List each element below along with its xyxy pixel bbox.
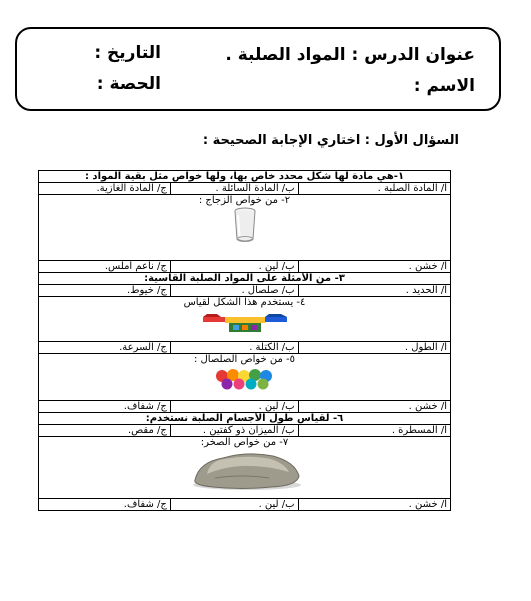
option-c[interactable]: ج/ ناعم أملس. [39,261,171,273]
option-c[interactable]: ج/ خيوط. [39,285,171,297]
options-row [39,401,451,413]
option-a[interactable]: أ/ المادة الصلبة . [298,183,450,195]
glass-cup-image [232,206,258,244]
option-c[interactable]: ج/ السرعة. [39,342,171,354]
option-a[interactable]: أ/ خشن . [298,499,450,511]
question-cell [39,195,451,261]
option-a[interactable]: أ/ الطول . [298,342,450,354]
question-text: ٣- من الأمثلة على المواد الصلبة القاسية: [39,273,451,285]
option-b[interactable]: ب/ لين . [170,261,298,273]
lesson-title [225,45,475,65]
question-row [39,437,451,499]
option-b[interactable]: ب/ لين . [170,401,298,413]
options-row [39,342,451,354]
option-b[interactable]: ب/ الميزان ذو كفتين . [170,425,298,437]
options-row [39,261,451,273]
question-row [39,171,451,183]
option-a[interactable]: أ/ المسطرة . [298,425,450,437]
balance-scale-image [199,308,291,336]
question-row [39,354,451,401]
option-a[interactable]: أ/ خشن . [298,261,450,273]
option-c[interactable]: ج/ المادة الغازية. [39,183,171,195]
question-cell [39,437,451,499]
question-text: ١-هي مادة لها شكل محدد خاص بها، ولها خواص مثل بقية المواد : [39,171,451,183]
clay-balls-image [214,365,276,391]
option-c[interactable]: ج/ مقص. [39,425,171,437]
section-title: السؤال الأول : اختاري الإجابة الصحيحة : [202,133,459,148]
option-b[interactable]: ب/ صلصال . [170,285,298,297]
lesson-label: عنوان الدرس : [351,45,475,65]
question-row [39,195,451,261]
header-box [15,27,501,111]
date-label: التاريخ : [94,43,161,63]
question-cell [39,354,451,401]
questions-table [38,170,451,511]
option-a[interactable]: أ/ الحديد . [298,285,450,297]
option-c[interactable]: ج/ شفاف. [39,499,171,511]
question-text: ٤- يستخدم هذا الشكل لقياس [183,297,306,308]
question-row [39,273,451,285]
name-label: الاسم : [413,76,475,96]
options-row [39,183,451,195]
lesson-value: المواد الصلبة . [225,45,346,65]
period-label: الحصة : [96,74,161,94]
options-row [39,285,451,297]
question-text: ٧- من خواص الصخر: [200,437,289,448]
options-row [39,499,451,511]
options-row [39,425,451,437]
question-text: ٥- من خواص الصلصال : [193,354,296,365]
option-b[interactable]: ب/ الكتلة . [170,342,298,354]
question-row [39,297,451,342]
option-c[interactable]: ج/ شفاف. [39,401,171,413]
option-b[interactable]: ب/ لين . [170,499,298,511]
option-b[interactable]: ب/ المادة السائلة . [170,183,298,195]
question-cell [39,297,451,342]
question-text: ٦- لقياس طول الأجسام الصلبة نستخدم: [39,413,451,425]
option-a[interactable]: أ/ خشن . [298,401,450,413]
question-row [39,413,451,425]
question-text: ٢- من خواص الزجاج : [198,195,291,206]
rock-image [185,448,305,492]
